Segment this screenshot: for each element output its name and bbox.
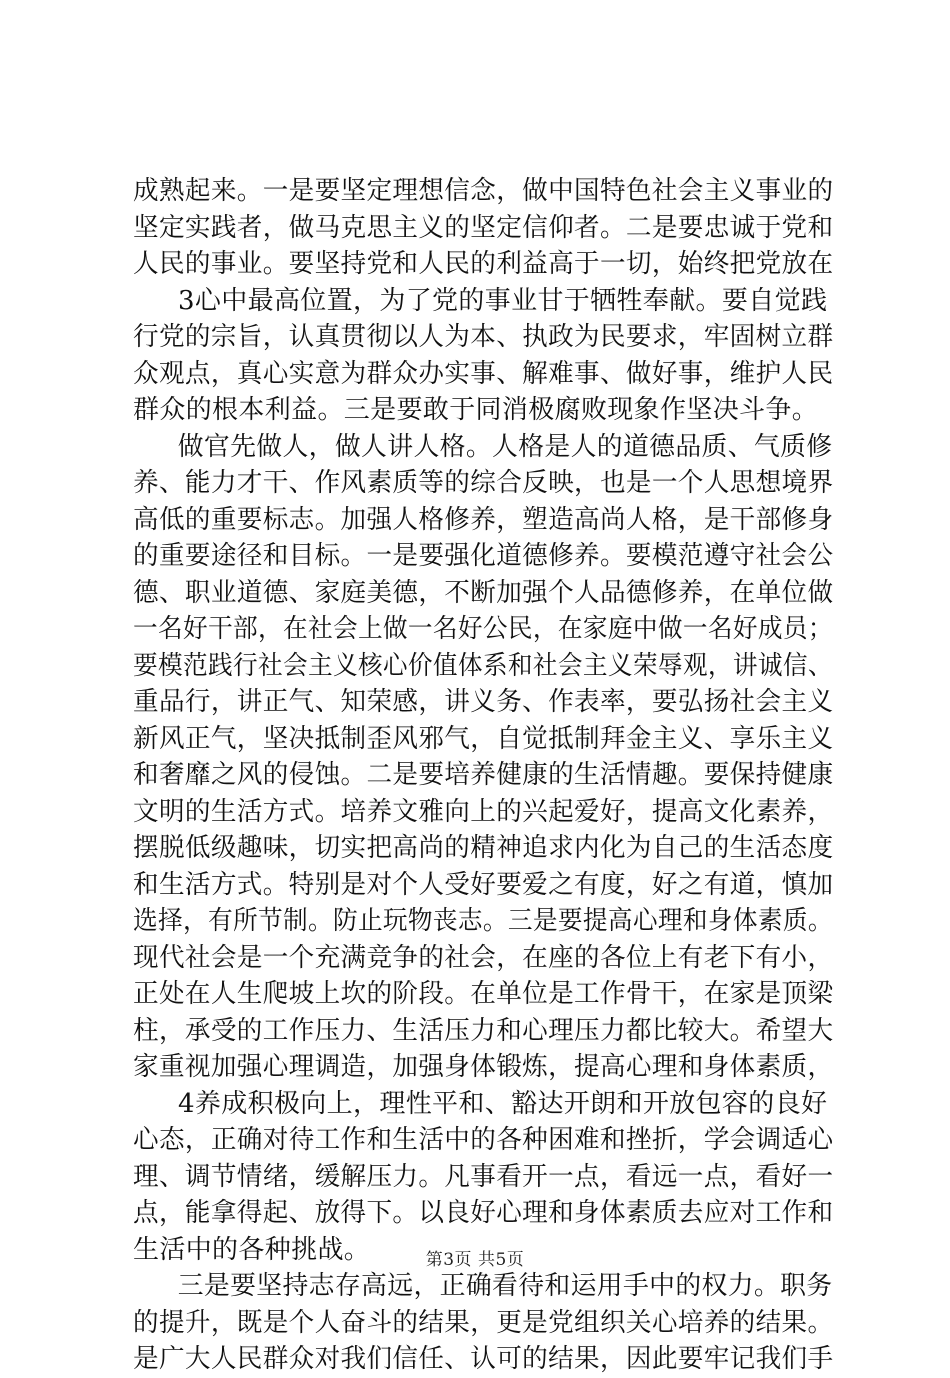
text-line: 生活中的各种挑战。 bbox=[133, 1234, 371, 1265]
text-line: 行党的宗旨，认真贯彻以人为本、执政为民要求，牢固树立群 bbox=[133, 322, 834, 352]
text-line: 养、能力才干、作风素质等的综合反映，也是一个人思想境界 bbox=[133, 468, 834, 498]
text-line: 坚定实践者，做马克思主义的坚定信仰者。二是要忠诚于党和 bbox=[133, 212, 834, 243]
text-line: 点，能拿得起、放得下。以良好心理和身体素质去应对工作和 bbox=[133, 1198, 834, 1228]
text-line: 的提升，既是个人奋斗的结果，更是党组织关心培养的结果。 bbox=[133, 1307, 834, 1338]
text-line: 高低的重要标志。加强人格修养，塑造高尚人格，是干部修身 bbox=[133, 504, 834, 535]
text-line: 三是要坚持志存高远，正确看待和运用手中的权力。职务 bbox=[177, 1271, 833, 1301]
text-line: 要模范践行社会主义核心价值体系和社会主义荣辱观，讲诚信、 bbox=[133, 650, 833, 681]
text-line: 是广大人民群众对我们信任、认可的结果，因此要牢记我们手 bbox=[133, 1344, 834, 1374]
text-line: 新风正气，坚决抵制歪风邪气，自觉抵制拜金主义、享乐主义 bbox=[133, 723, 834, 754]
text-line: 群众的根本利益。三是要敢于同消极腐败现象作坚决斗争。 bbox=[133, 395, 819, 425]
page-footer: 第3页 共5页 bbox=[425, 1250, 525, 1270]
text-line: 成熟起来。一是要坚定理想信念，做中国特色社会主义事业的 bbox=[133, 176, 834, 206]
text-line: 人民的事业。要坚持党和人民的利益高于一切，始终把党放在 bbox=[133, 249, 834, 279]
text-line: 众观点，真心实意为群众办实事、解难事、做好事，维护人民 bbox=[133, 358, 834, 389]
text-line: 重品行，讲正气、知荣感，讲义务、作表率，要弘扬社会主义 bbox=[133, 687, 834, 717]
text-line: 摆脱低级趣味，切实把高尚的精神追求内化为自己的生活态度 bbox=[133, 833, 834, 863]
text-line: 选择，有所节制。防止玩物丧志。三是要提高心理和身体素质。 bbox=[133, 906, 833, 936]
text-line: 现代社会是一个充满竞争的社会，在座的各位上有老下有小， bbox=[133, 942, 834, 973]
text-line: 正处在人生爬坡上坎的阶段。在单位是工作骨干，在家是顶梁 bbox=[133, 979, 834, 1009]
text-line: 德、职业道德、家庭美德，不断加强个人品德修养，在单位做 bbox=[133, 577, 834, 608]
text-line: 柱，承受的工作压力、生活压力和心理压力都比较大。希望大 bbox=[133, 1015, 834, 1046]
text-line: 和生活方式。特别是对个人受好要爱之有度，好之有道，慎加 bbox=[133, 869, 834, 900]
text-line: 心态，正确对待工作和生活中的各种困难和挫折，学会调适心 bbox=[133, 1125, 834, 1155]
text-line: 做官先做人，做人讲人格。人格是人的道德品质、气质修 bbox=[177, 431, 833, 462]
text-line: 家重视加强心理调造，加强身体锻炼，提高心理和身体素质， bbox=[133, 1052, 834, 1082]
text-line: 一名好干部，在社会上做一名好公民，在家庭中做一名好成员； bbox=[133, 614, 833, 644]
text-line: 文明的生活方式。培养文雅向上的兴起爱好，提高文化素养， bbox=[133, 796, 834, 827]
text-line: 3心中最高位置，为了党的事业甘于牺牲奉献。要自觉践 bbox=[178, 285, 828, 316]
text-line: 理、调节情绪，缓解压力。凡事看开一点，看远一点，看好一 bbox=[133, 1161, 834, 1192]
body-text bbox=[133, 173, 833, 1378]
text-line: 4养成积极向上，理性平和、豁达开朗和开放包容的良好 bbox=[178, 1088, 828, 1119]
text-line: 和奢靡之风的侵蚀。二是要培养健康的生活情趣。要保持健康 bbox=[133, 760, 834, 790]
text-line: 的重要途径和目标。一是要强化道德修养。要模范遵守社会公 bbox=[133, 541, 834, 571]
